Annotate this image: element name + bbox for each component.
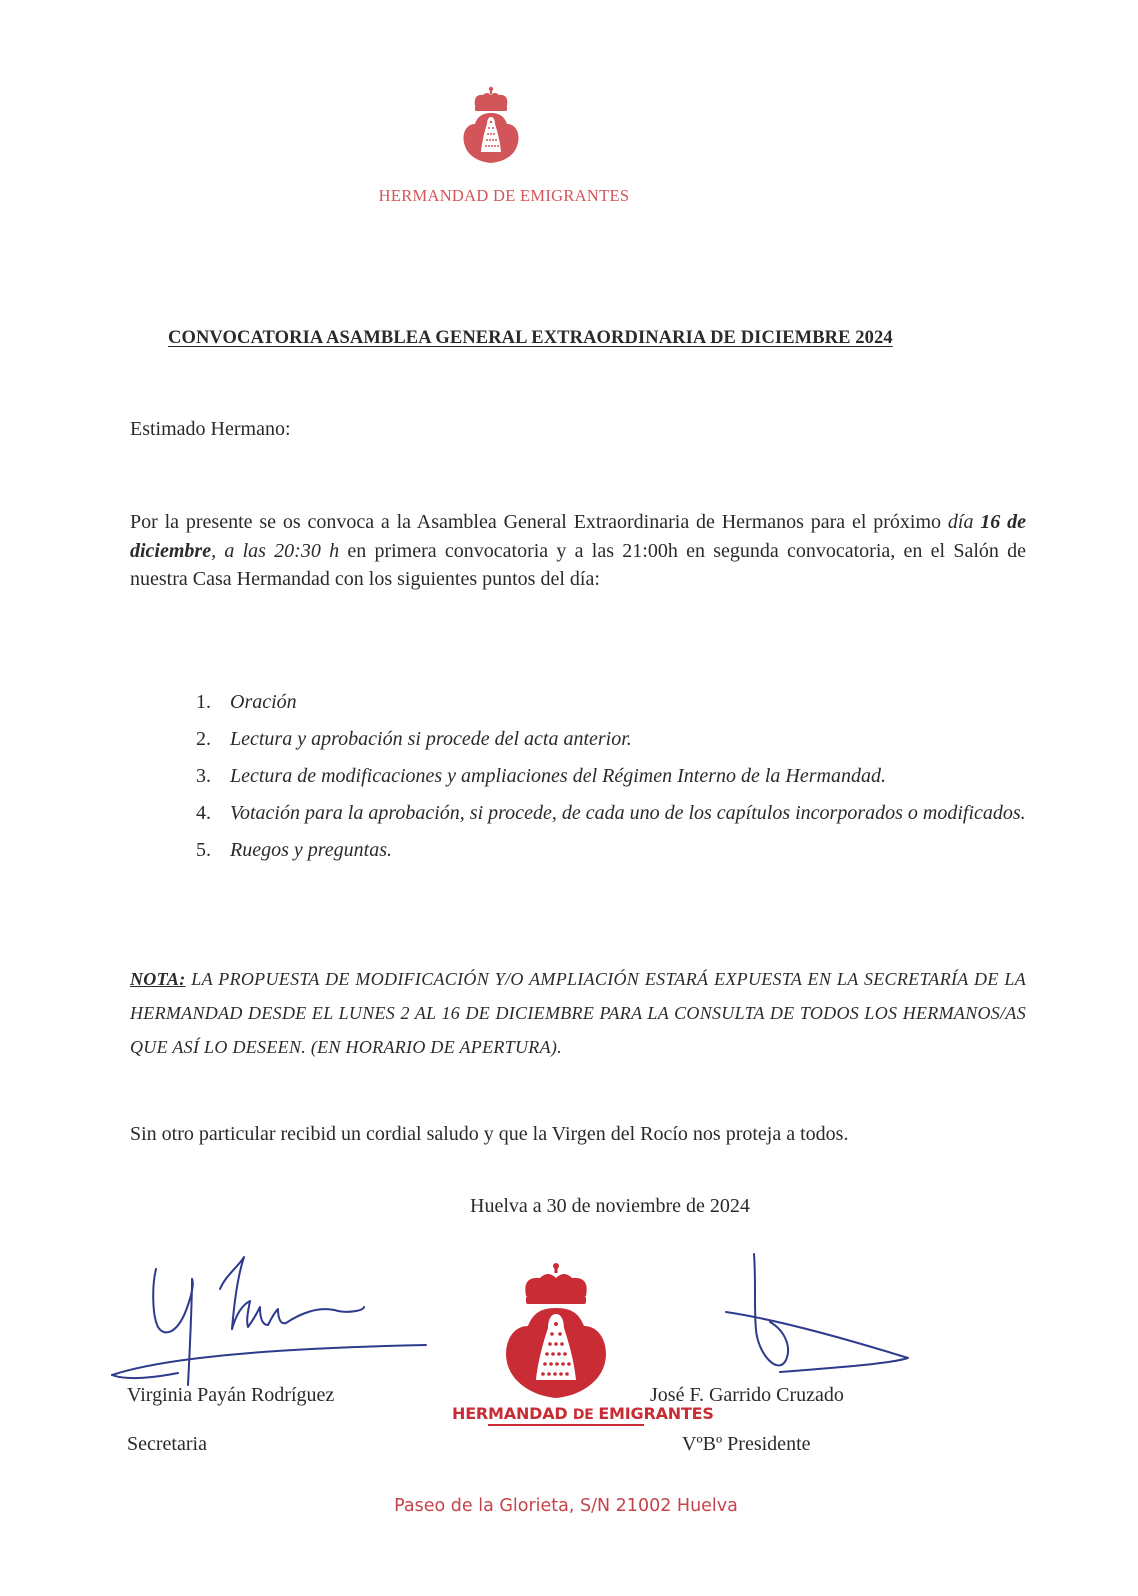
agenda-list: [196, 684, 1026, 869]
intro-paragraph: [130, 508, 1026, 594]
list-item: [196, 684, 1026, 721]
agenda-text: Lectura de modificaciones y ampliaciones del Régimen Interno de la Hermandad.: [230, 765, 886, 787]
list-item: [196, 721, 1026, 758]
agenda-text: Ruegos y preguntas.: [230, 839, 393, 861]
agenda-text: Lectura y aprobación si procede del acta anterior.: [230, 728, 632, 750]
agenda-number: 4.: [196, 802, 211, 824]
footer-address: [0, 1496, 1138, 1516]
closing-paragraph: Sin otro particular recibid un cordial saludo y que la Virgen del Rocío nos proteja a todos.: [130, 1123, 849, 1145]
list-item: [196, 795, 1026, 832]
crown-virgin-emblem-icon: [461, 86, 521, 168]
signer-role-right: VºBº Presidente: [682, 1433, 811, 1455]
intro-time: , a las 20:30 h: [211, 539, 340, 562]
stamp-word-2: DE: [572, 1407, 599, 1423]
signer-role-left: Secretaria: [127, 1433, 207, 1455]
stamp-word-3: EMIGRANTES: [598, 1404, 714, 1423]
list-item: [196, 832, 1026, 869]
document-title: CONVOCATORIA ASAMBLEA GENERAL EXTRAORDINARIA DE DICIEMBRE 2024: [168, 328, 893, 348]
footer-address-text: Paseo de la Glorieta, S/N 21002 Huelva: [394, 1496, 738, 1516]
stamp-word-1: HERMANDAD: [452, 1404, 573, 1423]
agenda-number: 2.: [196, 728, 211, 750]
intro-part2: en primera convocatoria y a las 21:00h en segunda convocatoria, en el Salón de nuestra Casa Hermandad con los siguientes puntos del día:: [130, 539, 1027, 590]
brotherhood-stamp-icon: [500, 1262, 612, 1412]
agenda-number: 5.: [196, 839, 211, 861]
agenda-text: Votación para la aprobación, si procede, de cada uno de los capítulos incorporados o modificados.: [230, 802, 1026, 824]
signature-right: [720, 1250, 920, 1380]
agenda-number: 1.: [196, 691, 211, 713]
organization-name: HERMANDAD DE EMIGRANTES: [378, 186, 630, 205]
note-paragraph: [130, 962, 1026, 1064]
intro-day-prefix: día: [947, 511, 981, 533]
intro-day: 16 de diciembre: [130, 511, 1026, 562]
agenda-number: 3.: [196, 765, 211, 787]
agenda-text: Oración: [230, 691, 297, 713]
date-line: Huelva a 30 de noviembre de 2024: [470, 1195, 750, 1217]
note-text: LA PROPUESTA DE MODIFICACIÓN Y/O AMPLIACIÓN ESTARÁ EXPUESTA EN LA SECRETARÍA DE LA HERMANDAD DESDE EL LUNES 2 AL 16 DE DICIEMBRE PARA LA CONSULTA DE TODOS LOS HERMANOS/AS QUE ASÍ LO DESEEN. (EN HORARIO DE APERTURA).: [130, 969, 1026, 1057]
intro-part1: Por la presente se os convoca a la Asamblea General Extraordinaria de Hermanos para el próximo: [130, 511, 948, 533]
list-item: [196, 758, 1026, 795]
greeting: Estimado Hermano:: [130, 418, 291, 440]
signature-left: [108, 1245, 438, 1395]
stamp-underline: [488, 1424, 644, 1426]
signer-name-left: Virginia Payán Rodríguez: [127, 1384, 335, 1406]
note-label: NOTA:: [130, 969, 186, 989]
signer-name-right: José F. Garrido Cruzado: [650, 1384, 844, 1406]
